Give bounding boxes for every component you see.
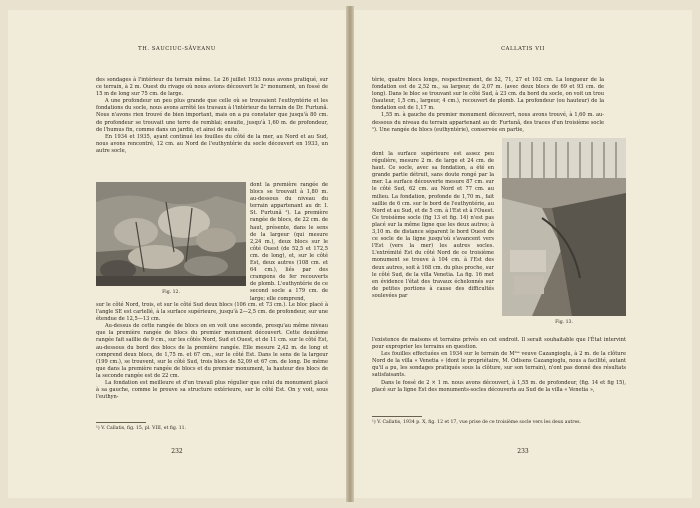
- right-bottom-text: [372, 337, 626, 394]
- left-paragraph: des sondages à l'intérieur du terrain même. Le 26 juillet 1933 nous avons pratiqué, sur ce terrain, à 2 m. Ouest du rivage où nous avions découvert le 2ᵉ monument, un fossé de 15 m de long sur 75 cm. de large.: [96, 77, 328, 98]
- figure-12-photo: [96, 182, 246, 286]
- right-paragraph: Les fouilles effectuées en 1934 sur le terrain de Mᵐᵉ veuve Cazangioglu, à 2 m. de la clôture Nord de la villa « Venetia » (dont le propriétaire, M. Odisens Cazangioglu, nous a facilité, autant qu'il a pu, les sondages pratiqués sous la clôture, sur son terrain), n'ont pas donné des résultats satisfaisants.: [372, 351, 626, 379]
- right-paragraph: térie, quatre blocs longs, respectivement, de 52, 71, 27 et 102 cm. La longueur de la fondation est de 2,52 m., sa largeur, de 2,07 m. (avec deux blocs de 69 et 93 cm. de long). Dans le bloc se trouvant sur le côté Sud, à 23 cm. du bord du socle, on voit un trou (hauteur, 1,5 cm., largeur, 4 cm.), recouvert de plomb. La profondeur (ou hauteur) de la fondation est de 1,17 m.: [372, 77, 604, 112]
- left-bottom-text: [96, 302, 328, 401]
- left-paragraph: Au-dessus de cette rangée de blocs on en voit une seconde, presqu'au même niveau que la première rangée de blocs du premier monument découvert. Cette deuxième rangée fait saillie de 9 cm., sur les côtés Nord, Sud et Ouest, et de 11 cm. sur le côté Est, au-dessous du bord des blocs de la première rangée. Elle mesure 2,42 m. de long et comprend deux blocs, de 1,75 m. et 67 cm., sur le côté Est. Dans le sens de la largeur (199 cm.), se trouvent, sur le côté Sud, trois blocs de 52,09 et 67 cm. de long. De même que dans la première rangée de blocs et du premier monument, la hauteur des blocs de la seconde rangée est de 22 cm.: [96, 323, 328, 379]
- book-gutter: [346, 6, 354, 502]
- left-paragraph: La fondation est meilleure et d'un travail plus régulier que celui du monument placé à sa gauche, comme le prouve sa structure extérieure, sur le côté Est. On y voit, sous l'euthyn-: [96, 380, 328, 401]
- figure-13-caption: Fig. 13.: [555, 320, 573, 325]
- left-paragraph: sur le côté Nord, trois, et sur le côté Sud deux blocs (106 cm. et 73 cm.). Le bloc placé à l'angle SE est cartellé, à la surface supérieure, jusqu'à 2—2,5 cm. de profondeur, sur une étendue de 12,5—13 cm.: [96, 302, 328, 323]
- right-column-paragraph: dont la surface supérieure est assez peu régulière, mesure 2 m. de large et 24 cm. de haut. Ce socle, avec sa fondation, a été en grande partie détruit, sans doute rongé par la mer. La surface découverte mesure 87 cm. sur le côté Sud, 62 cm. au Nord et 77 cm. au milieu. La fondation, profonde de 1,70 m., fait saillie de 6 cm. sur le bord de l'euthyntérie, au Nord et au Sud, et de 5 cm. à l'Est et à l'Ouest. Ce troisième socle (fig 13 et fig. 14) n'est pas placé sur la même ligne que les deux autres; à 3,10 m. de distance séparent le bord Ouest de ce socle de la ligne jusqu'où s'avancent vers l'Est (vers la mer) les autres socles. L'extrémité Est du côté Nord de ce troisième monument se trouve à 104 cm. à l'Est des deux autres, soit à 168 cm. du plus proche, sur le côté Sud, de la villa Venetia. La fig. 16 met en évidence l'état des travaux échelonnés sur de petites portions à cause des difficultés soulevées par: [372, 151, 494, 299]
- right-column-text: [372, 151, 494, 300]
- left-footnote: ¹) V. Callatis, fig. 15, pl. VIII, et fig. 11.: [96, 426, 187, 431]
- left-column-paragraph: dont la première rangée de blocs se trouvait à 1,80 m. au-dessous du niveau du terrain appartenant au dr. I. St. Furtună ¹). La première rangée de blocs, de 22 cm. de haut, présente, dans le sens de la largeur (qui mesure 2,24 m.), deux blocs sur le côté Ouest (de 52,5 et 172,5 cm. de long), et, sur le côté Est, deux autres (108 cm. et 64 cm.), liés par des crampons de fer recouverts de plomb. L'euthyntérie de ce second socle a 179 cm. de large; elle comprend,: [250, 182, 328, 302]
- left-page: [8, 10, 346, 498]
- left-page-number: 232: [171, 448, 183, 455]
- right-page: [354, 10, 692, 498]
- right-paragraph: Dans le fossé de 2 × 1 m. nous avons découvert, à 1,55 m. de profondeur, (fig. 14 et fig 15), placé sur la ligne Est des monuments-socles découverts au Sud de la villa « Venetia »,: [372, 379, 626, 393]
- right-footnote: ¹) V. Callatis, 1934 p. X, fig. 12 et 17, vue prise de ce troisième socle vers les deux autres.: [372, 420, 581, 425]
- left-top-text: [96, 77, 328, 155]
- right-page-number: 233: [517, 448, 529, 455]
- left-running-header: TH. SAUCIUC-SĂVEANU: [138, 46, 216, 52]
- right-paragraph: l'existence de maisons et terrains privés en cet endroit. Il serait souhaitable que l'État intervint pour exproprier les terrains en question.: [372, 337, 626, 351]
- right-running-header: CALLATIS VII: [501, 46, 545, 52]
- right-paragraph: 1,55 m. à gauche du premier monument découvert, nous avons trouvé, à 1,60 m. au-dessous du niveau du terrain appartenant au dr. Furtună, des traces d'un troisième socle ¹). Une rangée de blocs (euthyntérie), conservée en partie,: [372, 112, 604, 133]
- figure-12-caption: Fig. 12.: [162, 290, 180, 295]
- left-paragraph: En 1934 et 1935, ayant continué les fouilles du côté de la mer, au Nord et au Sud, nous avons rencontré, 12 cm. au Nord de l'euthyntérie du socle découvert en 1933, un autre socle,: [96, 133, 328, 154]
- right-top-text: [372, 77, 604, 134]
- figure-13-photo: [502, 138, 626, 316]
- left-paragraph: A une profondeur un peu plus grande que celle où se trouvaient l'euthyntérie et les fondations du socle, nous avons arrêté les travaux à l'intérieur du terrain de Dr. Furtună. Nous n'avons rien trouvé de bien important, mais on a pu constater que jusqu'à 80 cm. de profondeur se trouvait une terre de remblai; ensuite, jusqu'à 1,60 m. de profondeur, de l'humus fin, comme dans un jardin, et ainsi de suite.: [96, 98, 328, 133]
- left-footnote-rule: [96, 422, 146, 423]
- right-footnote-rule: [372, 416, 422, 417]
- left-column-text: [250, 182, 328, 303]
